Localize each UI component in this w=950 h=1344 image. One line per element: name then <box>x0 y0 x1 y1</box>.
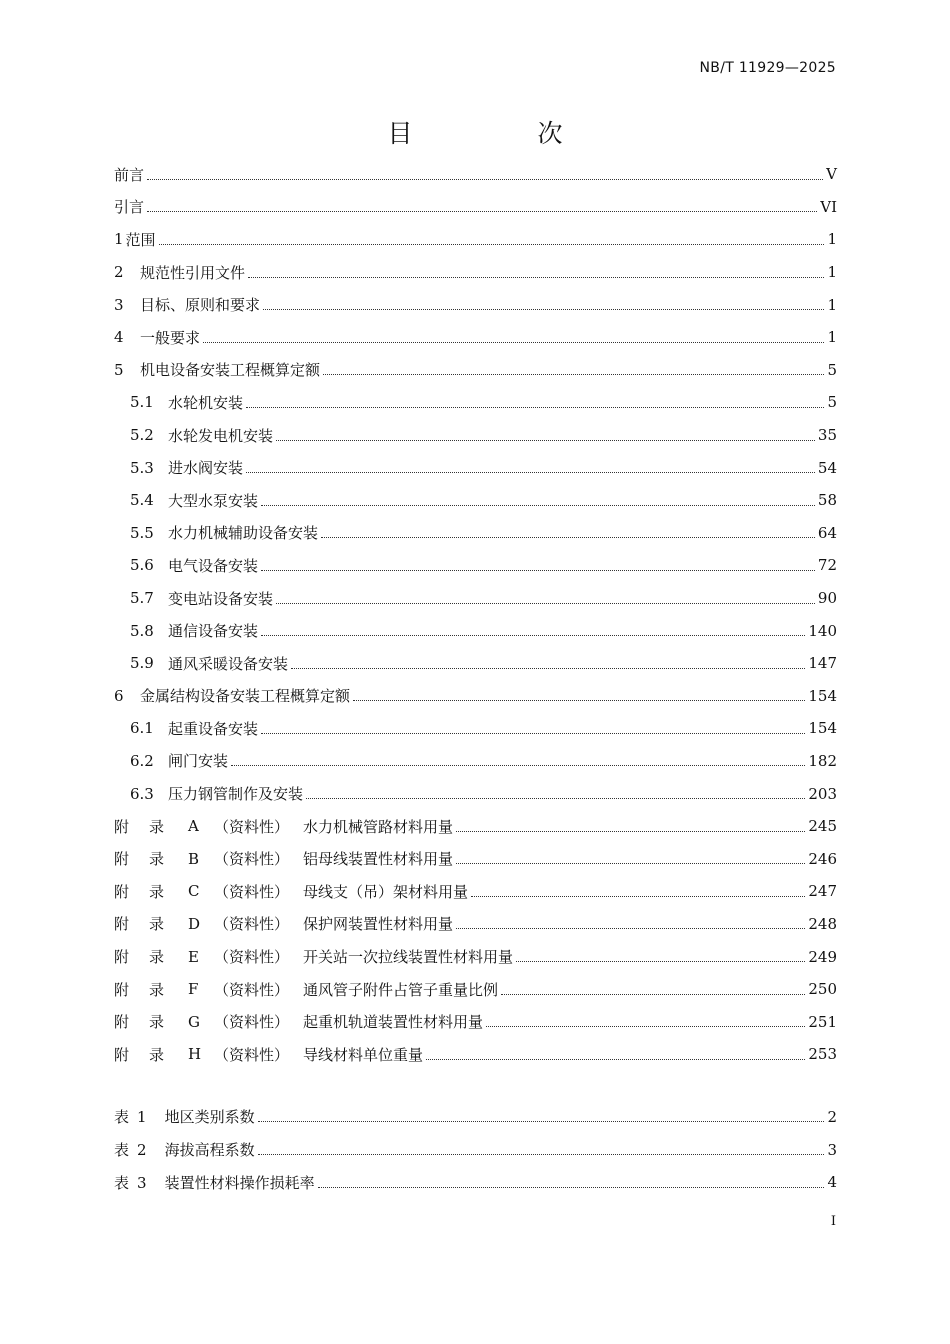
entry-number: 5.7 <box>130 589 154 608</box>
entry-page: 4 <box>827 1173 837 1192</box>
entry-title: 大型水泵安装 <box>168 491 259 510</box>
appendix-letter: E <box>188 947 199 966</box>
entry-page: 154 <box>808 719 837 738</box>
entry-page: 64 <box>817 523 837 542</box>
toc-entry[interactable] <box>114 451 837 484</box>
entry-page: 54 <box>817 458 837 477</box>
table-number: 2 <box>137 1141 147 1160</box>
appendix-entry[interactable] <box>114 875 837 908</box>
table-number: 1 <box>137 1108 147 1127</box>
appendix-entry[interactable] <box>114 940 837 973</box>
dot-leader <box>516 961 805 962</box>
entry-page: 1 <box>827 328 837 347</box>
toc-entry[interactable] <box>114 288 837 321</box>
dot-leader <box>456 928 805 929</box>
table-entry[interactable] <box>114 1101 837 1134</box>
entry-number: 6.3 <box>130 784 154 803</box>
table-entry[interactable] <box>114 1133 837 1166</box>
table-label: 表 <box>114 1173 138 1192</box>
dot-leader <box>471 896 805 897</box>
dot-leader <box>501 994 805 995</box>
entry-number: 5.8 <box>130 621 154 640</box>
entry-title: 水力机械辅助设备安装 <box>168 524 319 543</box>
toc-entry[interactable] <box>114 484 837 517</box>
appendix-letter: B <box>188 849 200 868</box>
entry-page: 250 <box>808 980 837 999</box>
dot-leader <box>323 374 824 375</box>
entry-page: 249 <box>808 947 837 966</box>
entry-title: 起重设备安装 <box>168 719 259 738</box>
appendix-letter: A <box>188 817 199 836</box>
toc-entry[interactable] <box>114 517 837 550</box>
entry-title: 水力机械管路材料用量 <box>303 817 454 836</box>
table-label-group <box>114 1106 147 1127</box>
dot-leader <box>246 407 824 408</box>
entry-page: 2 <box>827 1107 837 1126</box>
appendix-label: 附录 <box>114 1013 185 1032</box>
page-number: I <box>830 1214 836 1229</box>
entry-number: 5.4 <box>130 491 154 510</box>
dot-leader <box>203 342 824 343</box>
entry-title: 范围 <box>125 230 156 249</box>
appendix-category: （资料性） <box>214 1013 290 1032</box>
table-entry[interactable] <box>114 1166 837 1199</box>
table-label-group <box>114 1139 147 1160</box>
entry-page: 58 <box>817 491 837 510</box>
entry-page: 253 <box>808 1045 837 1064</box>
appendix-entry[interactable] <box>114 1038 837 1071</box>
entry-page: 72 <box>817 556 837 575</box>
entry-page: 248 <box>808 914 837 933</box>
entry-number: 2 <box>114 263 124 282</box>
entry-title: 前言 <box>114 165 145 184</box>
table-label: 表 <box>114 1141 138 1160</box>
appendix-category: （资料性） <box>214 882 290 901</box>
entry-title: 母线支（吊）架材料用量 <box>303 882 469 901</box>
toc-main-entries <box>114 158 837 810</box>
entry-number: 5.9 <box>130 654 154 673</box>
toc-entry[interactable] <box>114 321 837 354</box>
entry-title: 通风采暖设备安装 <box>168 654 289 673</box>
toc-entry[interactable] <box>114 712 837 745</box>
dot-leader <box>258 1154 825 1155</box>
entry-page: 1 <box>827 295 837 314</box>
dot-leader <box>261 505 815 506</box>
appendix-category: （资料性） <box>214 980 290 999</box>
entry-title: 起重机轨道装置性材料用量 <box>303 1013 484 1032</box>
appendix-entry[interactable] <box>114 842 837 875</box>
dot-leader <box>353 700 805 701</box>
entry-page: 1 <box>827 230 837 249</box>
toc-table-entries <box>114 1101 837 1199</box>
appendix-entry[interactable] <box>114 973 837 1006</box>
entry-page: 140 <box>808 621 837 640</box>
appendix-label: 附录 <box>114 948 185 967</box>
entry-title: 压力钢管制作及安装 <box>168 785 304 804</box>
entry-title: 通风管子附件占管子重量比例 <box>303 980 499 999</box>
entry-title: 电气设备安装 <box>168 556 259 575</box>
toc-appendix-entries <box>114 810 837 1071</box>
entry-page: 182 <box>808 751 837 770</box>
appendix-letter: G <box>188 1012 200 1031</box>
toc-entry[interactable] <box>114 256 837 289</box>
entry-title: 导线材料单位重量 <box>303 1045 424 1064</box>
dot-leader <box>147 211 817 212</box>
entry-title: 闸门安装 <box>168 752 229 771</box>
entry-title: 目标、原则和要求 <box>140 296 261 315</box>
entry-page: V <box>826 165 837 184</box>
dot-leader <box>248 277 824 278</box>
appendix-letter: F <box>188 980 199 999</box>
page-title: 目 次 <box>387 119 613 148</box>
entry-number: 6 <box>114 686 124 705</box>
dot-leader <box>261 635 805 636</box>
entry-number: 5.3 <box>130 458 154 477</box>
appendix-entry[interactable] <box>114 908 837 941</box>
dot-leader <box>456 863 805 864</box>
table-label: 表 <box>114 1108 138 1127</box>
toc-entry[interactable] <box>114 582 837 615</box>
entry-page: 154 <box>808 686 837 705</box>
appendix-category: （资料性） <box>214 850 290 869</box>
entry-page: 245 <box>808 817 837 836</box>
entry-page: 35 <box>817 426 837 445</box>
entry-page: 247 <box>808 882 837 901</box>
appendix-category: （资料性） <box>214 1045 290 1064</box>
toc-entry[interactable] <box>114 223 837 256</box>
toc-entry[interactable] <box>114 777 837 810</box>
dot-leader <box>246 472 815 473</box>
entry-title: 进水阀安装 <box>168 459 244 478</box>
dot-leader <box>318 1187 825 1188</box>
entry-number: 4 <box>114 328 124 347</box>
dot-leader <box>261 733 805 734</box>
table-of-contents <box>114 158 837 1198</box>
entry-page: 3 <box>827 1140 837 1159</box>
section-gap <box>114 1071 837 1101</box>
entry-title: 海拔高程系数 <box>164 1141 255 1160</box>
dot-leader <box>147 179 823 180</box>
standard-code: NB/T 11929—2025 <box>699 60 836 76</box>
toc-entry[interactable] <box>114 158 837 191</box>
entry-number: 3 <box>114 295 124 314</box>
entry-title: 保护网装置性材料用量 <box>303 915 454 934</box>
dot-leader <box>263 309 824 310</box>
appendix-label: 附录 <box>114 980 185 999</box>
entry-number: 5 <box>114 360 124 379</box>
entry-title: 铝母线装置性材料用量 <box>303 850 454 869</box>
entry-number: 5.6 <box>130 556 154 575</box>
entry-number: 5.2 <box>130 426 154 445</box>
appendix-category: （资料性） <box>214 948 290 967</box>
appendix-label: 附录 <box>114 817 185 836</box>
entry-title: 地区类别系数 <box>164 1108 255 1127</box>
dot-leader <box>426 1059 805 1060</box>
appendix-label: 附录 <box>114 850 185 869</box>
dot-leader <box>291 668 805 669</box>
entry-page: 203 <box>808 784 837 803</box>
entry-title: 水轮机安装 <box>168 393 244 412</box>
dot-leader <box>231 765 805 766</box>
toc-entry[interactable] <box>114 191 837 224</box>
entry-page: VI <box>820 197 837 216</box>
toc-entry[interactable] <box>114 386 837 419</box>
entry-number: 5.5 <box>130 523 154 542</box>
entry-title: 金属结构设备安装工程概算定额 <box>140 687 351 706</box>
toc-entry[interactable] <box>114 647 837 680</box>
appendix-label: 附录 <box>114 915 185 934</box>
entry-number: 6.1 <box>130 719 154 738</box>
entry-page: 90 <box>817 589 837 608</box>
appendix-category: （资料性） <box>214 817 290 836</box>
appendix-entry[interactable] <box>114 810 837 843</box>
appendix-label: 附录 <box>114 1045 185 1064</box>
toc-entry[interactable] <box>114 549 837 582</box>
appendix-category: （资料性） <box>214 915 290 934</box>
toc-entry[interactable] <box>114 419 837 452</box>
appendix-letter: D <box>188 914 201 933</box>
entry-title: 引言 <box>114 198 145 217</box>
entry-title: 水轮发电机安装 <box>168 426 274 445</box>
entry-title: 装置性材料操作损耗率 <box>164 1173 315 1192</box>
dot-leader <box>159 244 825 245</box>
toc-entry[interactable] <box>114 680 837 713</box>
entry-page: 5 <box>827 360 837 379</box>
entry-page: 147 <box>808 654 837 673</box>
entry-number: 1 <box>114 230 124 249</box>
table-number: 3 <box>137 1173 147 1192</box>
dot-leader <box>276 440 815 441</box>
dot-leader <box>486 1026 805 1027</box>
entry-page: 5 <box>827 393 837 412</box>
entry-page: 251 <box>808 1012 837 1031</box>
entry-title: 机电设备安装工程概算定额 <box>140 361 321 380</box>
entry-number: 5.1 <box>130 393 154 412</box>
dot-leader <box>276 603 815 604</box>
toc-entry[interactable] <box>114 614 837 647</box>
toc-entry[interactable] <box>114 745 837 778</box>
entry-title: 变电站设备安装 <box>168 589 274 608</box>
dot-leader <box>321 537 815 538</box>
dot-leader <box>306 798 805 799</box>
table-label-group <box>114 1172 147 1193</box>
entry-title: 规范性引用文件 <box>140 263 246 282</box>
toc-entry[interactable] <box>114 354 837 387</box>
entry-number: 6.2 <box>130 751 154 770</box>
appendix-letter: C <box>188 882 200 901</box>
dot-leader <box>261 570 815 571</box>
dot-leader <box>258 1121 825 1122</box>
appendix-entry[interactable] <box>114 1005 837 1038</box>
appendix-label: 附录 <box>114 882 185 901</box>
entry-title: 一般要求 <box>140 328 201 347</box>
appendix-letter: H <box>188 1045 202 1064</box>
entry-title: 开关站一次拉线装置性材料用量 <box>303 948 514 967</box>
entry-title: 通信设备安装 <box>168 622 259 641</box>
entry-page: 1 <box>827 263 837 282</box>
entry-page: 246 <box>808 849 837 868</box>
dot-leader <box>456 831 805 832</box>
